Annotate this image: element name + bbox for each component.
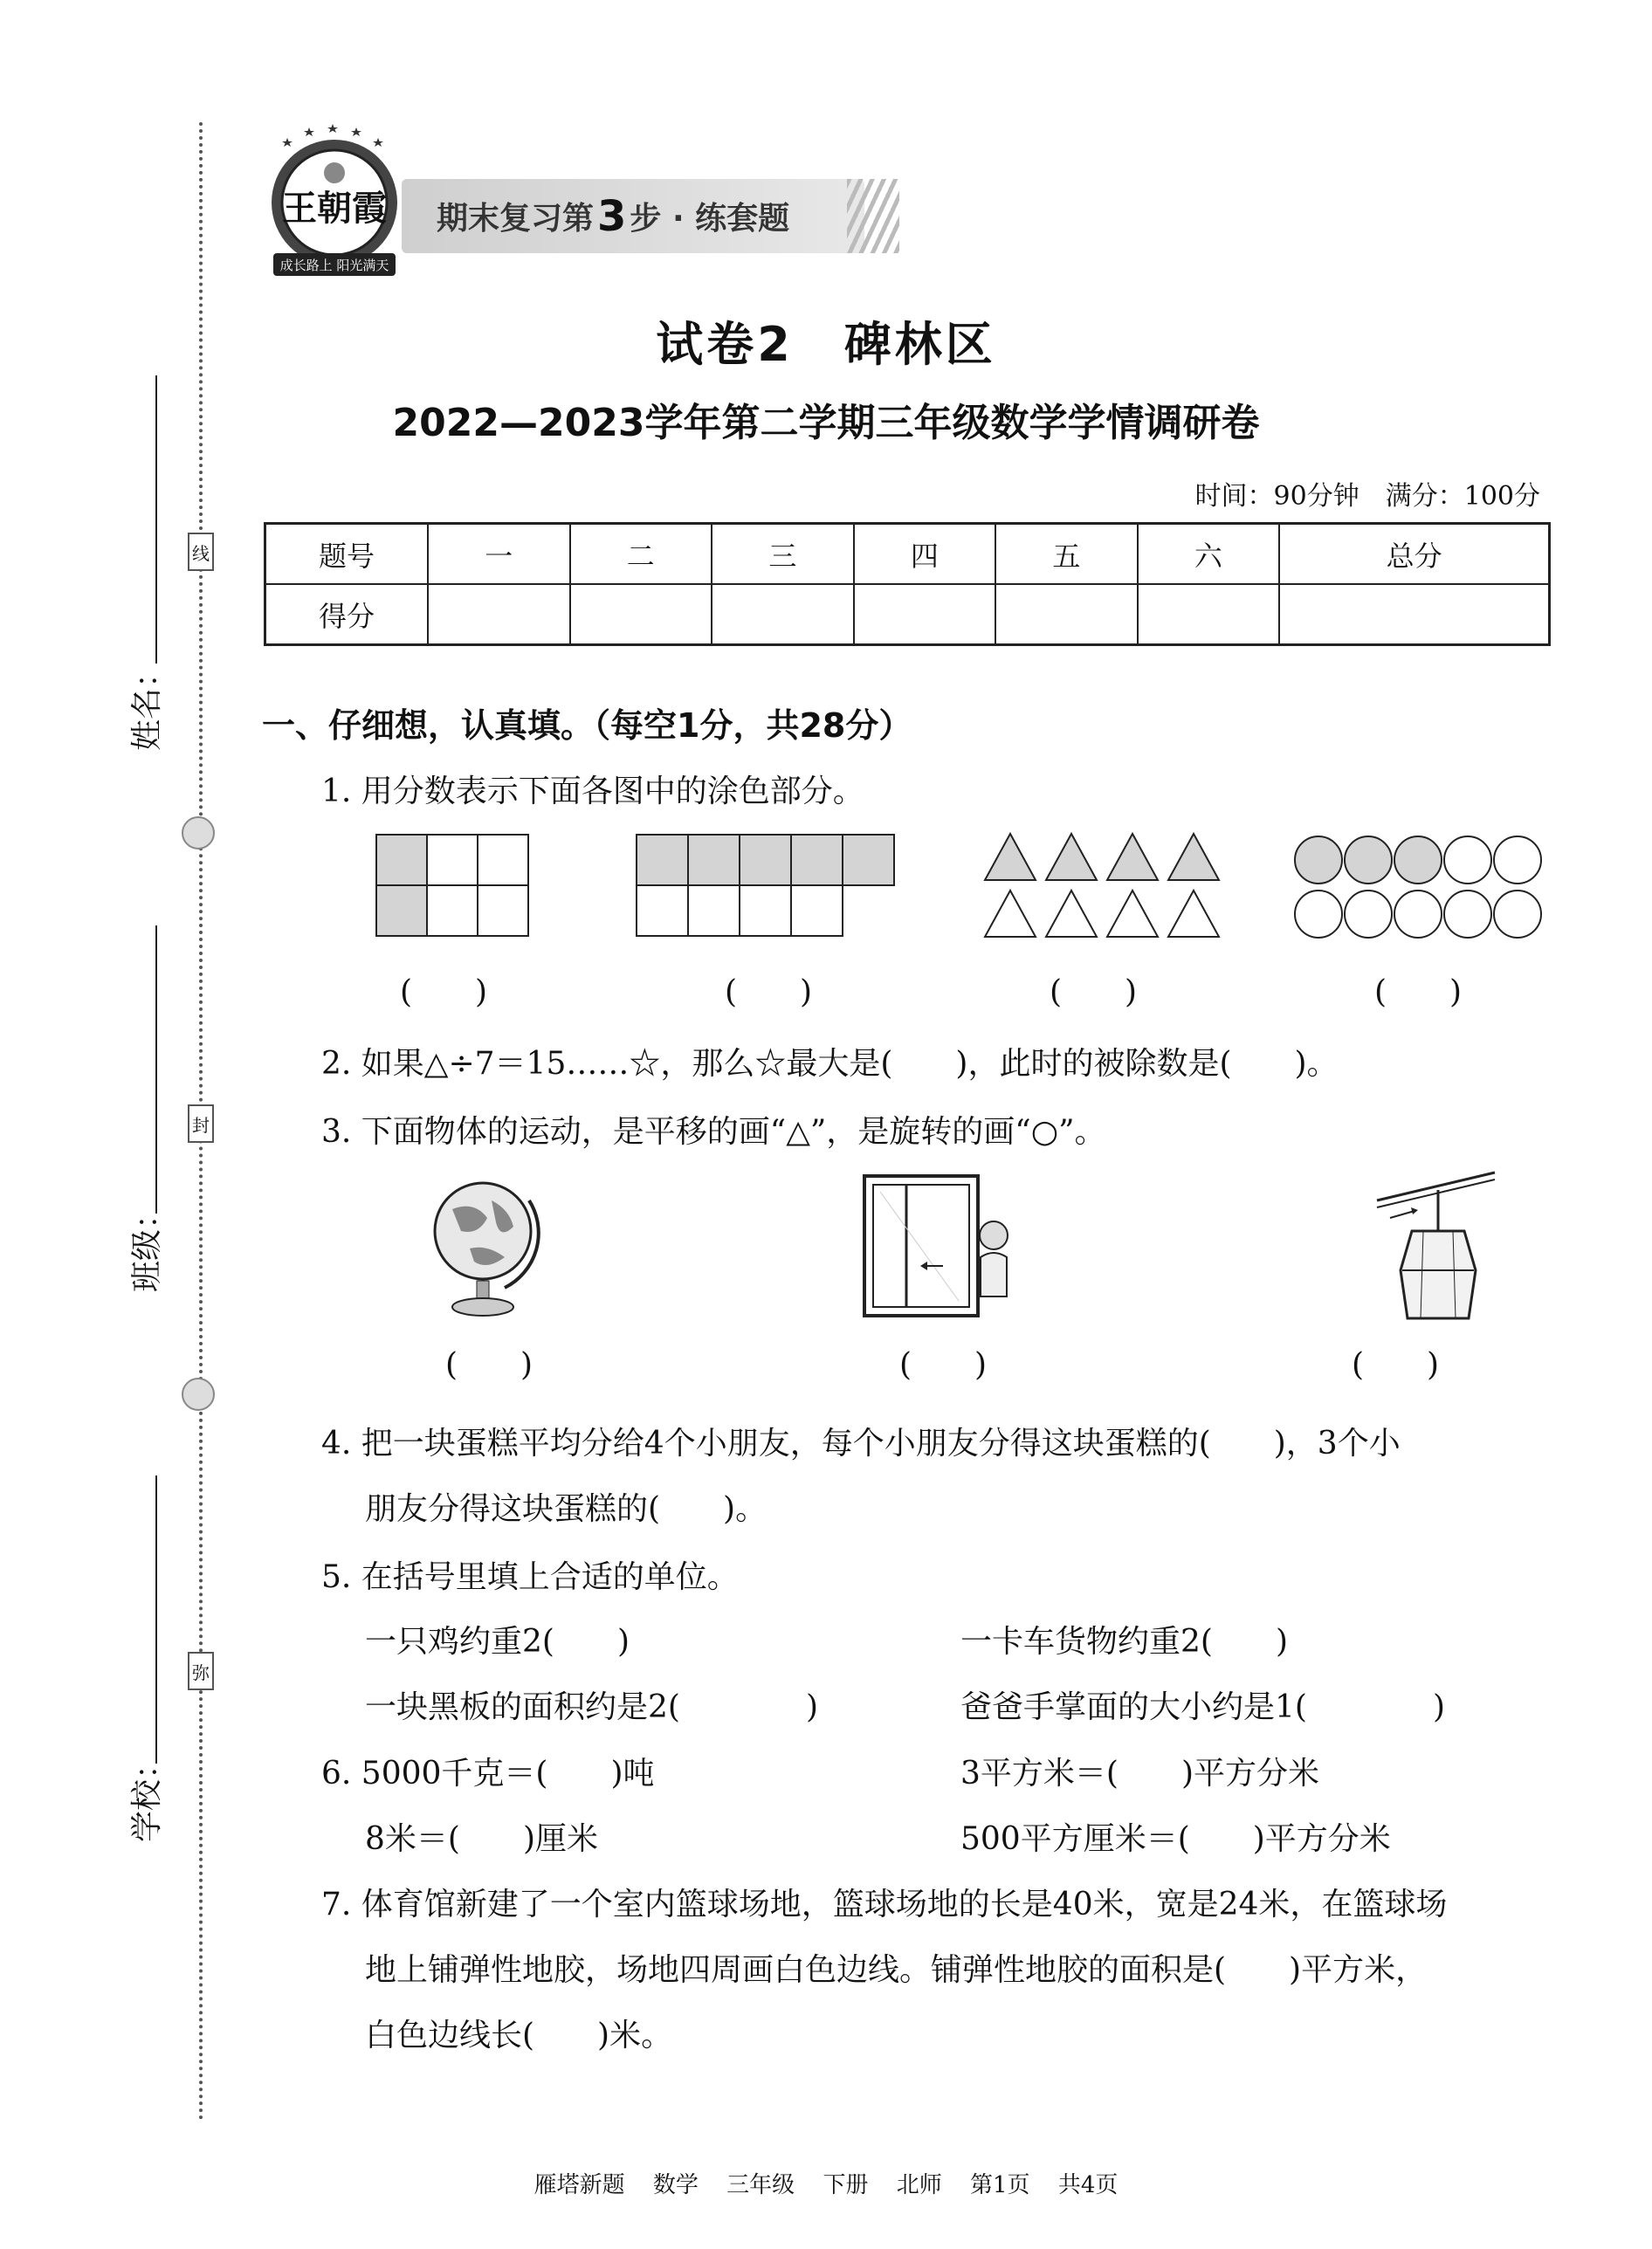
question-6-item-a: 6. 5000千克＝( )吨	[321, 1756, 655, 1792]
footer-series: 雁塔新题	[533, 2172, 625, 2198]
question-7-line-1: 7. 体育馆新建了一个室内篮球场地，篮球场地的长是40米，宽是24米，在篮球场	[321, 1887, 1448, 1922]
score-cell[interactable]	[854, 584, 996, 645]
section-banner	[402, 179, 864, 253]
question-5: 5. 在括号里填上合适的单位。	[321, 1559, 739, 1595]
figure-circles	[1292, 834, 1554, 943]
score-cell[interactable]	[1279, 584, 1549, 645]
school-underline[interactable]	[155, 1475, 157, 1764]
q1-answer-blank-1[interactable]: ( )	[400, 974, 488, 1010]
school-label: 学校：	[129, 1747, 165, 1842]
question-5-item-c: 一块黑板的面积约是2( )	[365, 1689, 818, 1725]
banner-suffix: 步 · 练套题	[630, 201, 790, 237]
cable-car-icon	[1373, 1166, 1504, 1327]
q1-answer-blank-4[interactable]: ( )	[1374, 974, 1463, 1010]
class-underline[interactable]	[155, 925, 157, 1214]
q3-answer-blank-1[interactable]: ( )	[445, 1347, 533, 1383]
banner-prefix: 期末复习第	[437, 201, 595, 237]
name-label: 姓名：	[129, 656, 165, 751]
question-5-item-b: 一卡车货物约重2( )	[960, 1624, 1288, 1660]
score-header: 二	[570, 524, 712, 585]
score-table	[264, 522, 1551, 646]
page-footer	[0, 2167, 1652, 2199]
footer-total-pages: 共4页	[1057, 2172, 1119, 2198]
paper-title: 试卷2 碑林区	[656, 317, 996, 372]
footer-page: 第1页	[970, 2172, 1030, 2198]
ornament-icon	[182, 1378, 215, 1411]
score-cell[interactable]	[428, 584, 570, 645]
question-2: 2. 如果△÷7＝15……☆，那么☆最大是( )，此时的被除数是( )。	[321, 1046, 1339, 1082]
class-label: 班级：	[129, 1197, 165, 1292]
banner-stripes	[847, 179, 899, 253]
footer-edition: 北师	[896, 2172, 942, 2198]
footer-grade: 三年级	[726, 2172, 795, 2198]
question-7-line-2: 地上铺弹性地胶，场地四周画白色边线。铺弹性地胶的面积是( )平方米，	[365, 1952, 1428, 1988]
footer-volume: 下册	[823, 2172, 869, 2198]
ornament-icon	[182, 816, 215, 849]
score-header: 一	[428, 524, 570, 585]
score-row	[265, 584, 1550, 645]
time-info: 时间：90分钟 满分：100分	[1194, 481, 1540, 512]
question-6-item-d: 500平方厘米＝( )平方分米	[960, 1821, 1391, 1857]
seal-mark-seal: 封	[188, 1104, 214, 1143]
question-1: 1. 用分数表示下面各图中的涂色部分。	[321, 774, 864, 809]
score-cell[interactable]	[570, 584, 712, 645]
score-cell[interactable]	[1138, 584, 1280, 645]
question-7-line-3: 白色边线长( )米。	[365, 2018, 673, 2053]
q1-answer-blank-3[interactable]: ( )	[1050, 974, 1138, 1010]
footer-subject: 数学	[652, 2172, 699, 2198]
seal-mark-bind: 弥	[188, 1652, 214, 1690]
question-6-item-b: 3平方米＝( )平方分米	[960, 1756, 1319, 1792]
figure-grid-strip	[636, 834, 898, 939]
sliding-window-icon	[863, 1174, 1020, 1323]
question-4-line-1: 4. 把一块蛋糕平均分给4个小朋友，每个小朋友分得这块蛋糕的( )，3个小	[321, 1426, 1401, 1462]
question-5-item-a: 一只鸡约重2( )	[365, 1624, 630, 1660]
score-row-label: 得分	[265, 584, 429, 645]
score-cell[interactable]	[995, 584, 1138, 645]
score-cell[interactable]	[712, 584, 854, 645]
score-header: 总分	[1279, 524, 1549, 585]
q3-answer-blank-3[interactable]: ( )	[1352, 1347, 1440, 1383]
question-4-line-2: 朋友分得这块蛋糕的( )。	[365, 1491, 767, 1527]
score-header: 六	[1138, 524, 1280, 585]
question-5-item-d: 爸爸手掌面的大小约是1( )	[960, 1689, 1445, 1725]
brand-logo	[258, 122, 415, 279]
brand-slogan: 成长路上 阳光满天	[279, 258, 389, 273]
section-1-title: 一、仔细想，认真填。（每空1分，共28分）	[262, 706, 912, 745]
score-header: 五	[995, 524, 1138, 585]
figure-triangles	[982, 829, 1236, 943]
q1-answer-blank-2[interactable]: ( )	[725, 974, 813, 1010]
score-header: 四	[854, 524, 996, 585]
question-6-item-c: 8米＝( )厘米	[365, 1821, 598, 1857]
globe-icon	[426, 1174, 548, 1323]
q3-answer-blank-2[interactable]: ( )	[899, 1347, 988, 1383]
score-header-row	[265, 524, 1550, 585]
paper-subtitle: 2022—2023学年第二学期三年级数学学情调研卷	[392, 401, 1260, 445]
brand-name: 王朝霞	[282, 188, 387, 229]
score-header: 题号	[265, 524, 429, 585]
question-3: 3. 下面物体的运动，是平移的画“△”，是旋转的画“○”。	[321, 1114, 1106, 1150]
figure-grid-2x3	[375, 834, 533, 939]
seal-mark-line: 线	[188, 533, 214, 571]
score-header: 三	[712, 524, 854, 585]
banner-step: 3	[597, 191, 627, 241]
